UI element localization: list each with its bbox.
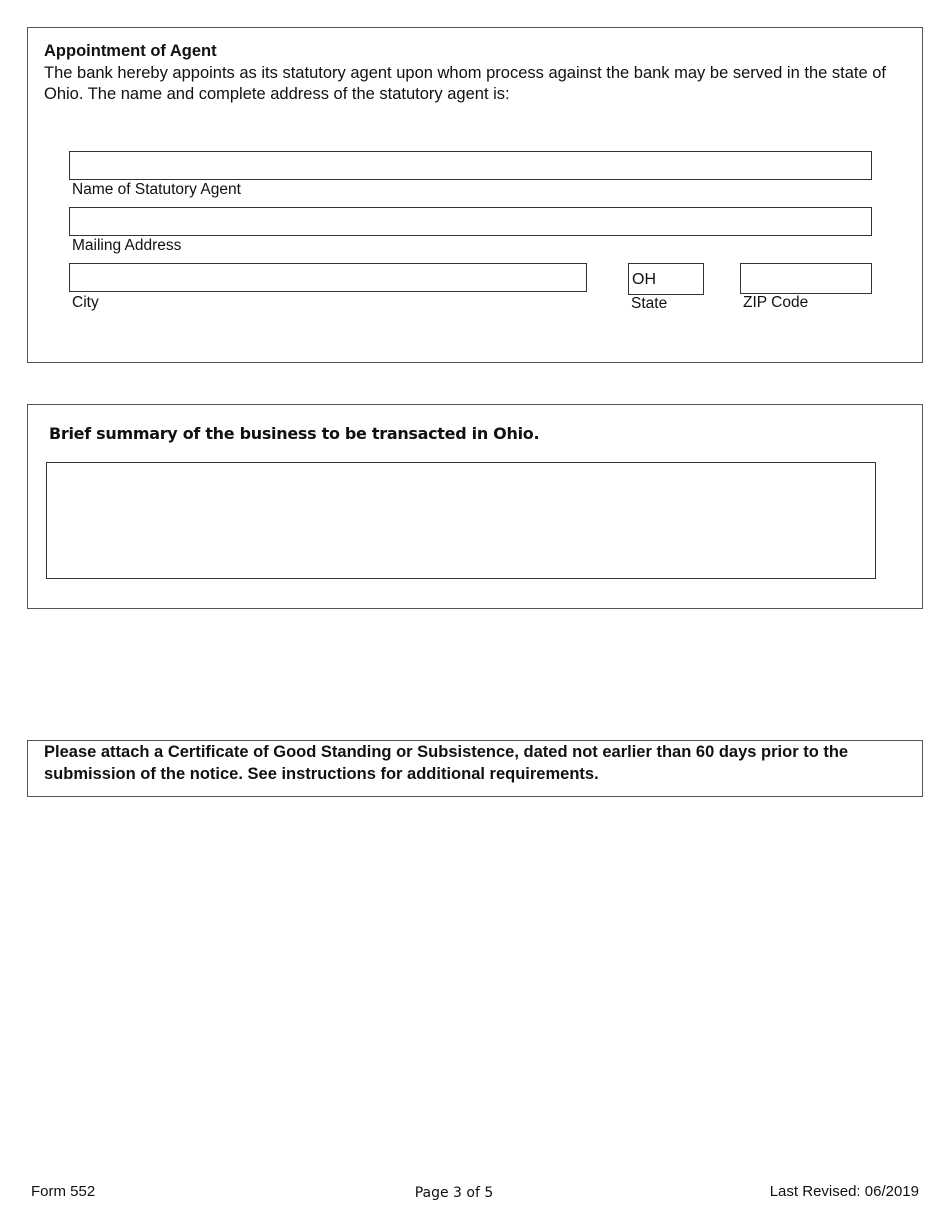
footer-page-number: Page 3 of 5 [414,1185,494,1201]
zip-code-input[interactable] [740,263,872,294]
business-summary-textarea[interactable] [46,462,876,579]
state-label: State [631,295,668,312]
section-description: The bank hereby appoints as its statutory agent upon whom process against the bank may be served in the state of Ohio. The name and complete address of the statutory agent is: [44,64,886,103]
city-input[interactable] [69,263,587,292]
footer-form-number: Form 552 [31,1183,96,1200]
certificate-notice-text: Please attach a Certificate of Good Standing or Subsistence, dated not earlier than 60 days prior to the submission of the notice. See instructions for additional requirements. [44,743,849,783]
city-label: City [72,294,99,311]
appointment-of-agent-section [27,27,923,363]
business-summary-section [27,404,923,609]
mailing-address-input[interactable] [69,207,872,236]
certificate-notice-box [27,740,923,797]
state-input[interactable]: OH [628,263,704,295]
statutory-agent-name-label: Name of Statutory Agent [72,181,241,198]
mailing-address-label: Mailing Address [72,237,182,254]
statutory-agent-name-input[interactable] [69,151,872,180]
zip-code-label: ZIP Code [743,294,809,311]
footer-last-revised: Last Revised: 06/2019 [769,1183,919,1200]
business-summary-title: Brief summary of the business to be transacted in Ohio. [49,424,540,443]
section-title: Appointment of Agent [44,42,217,60]
